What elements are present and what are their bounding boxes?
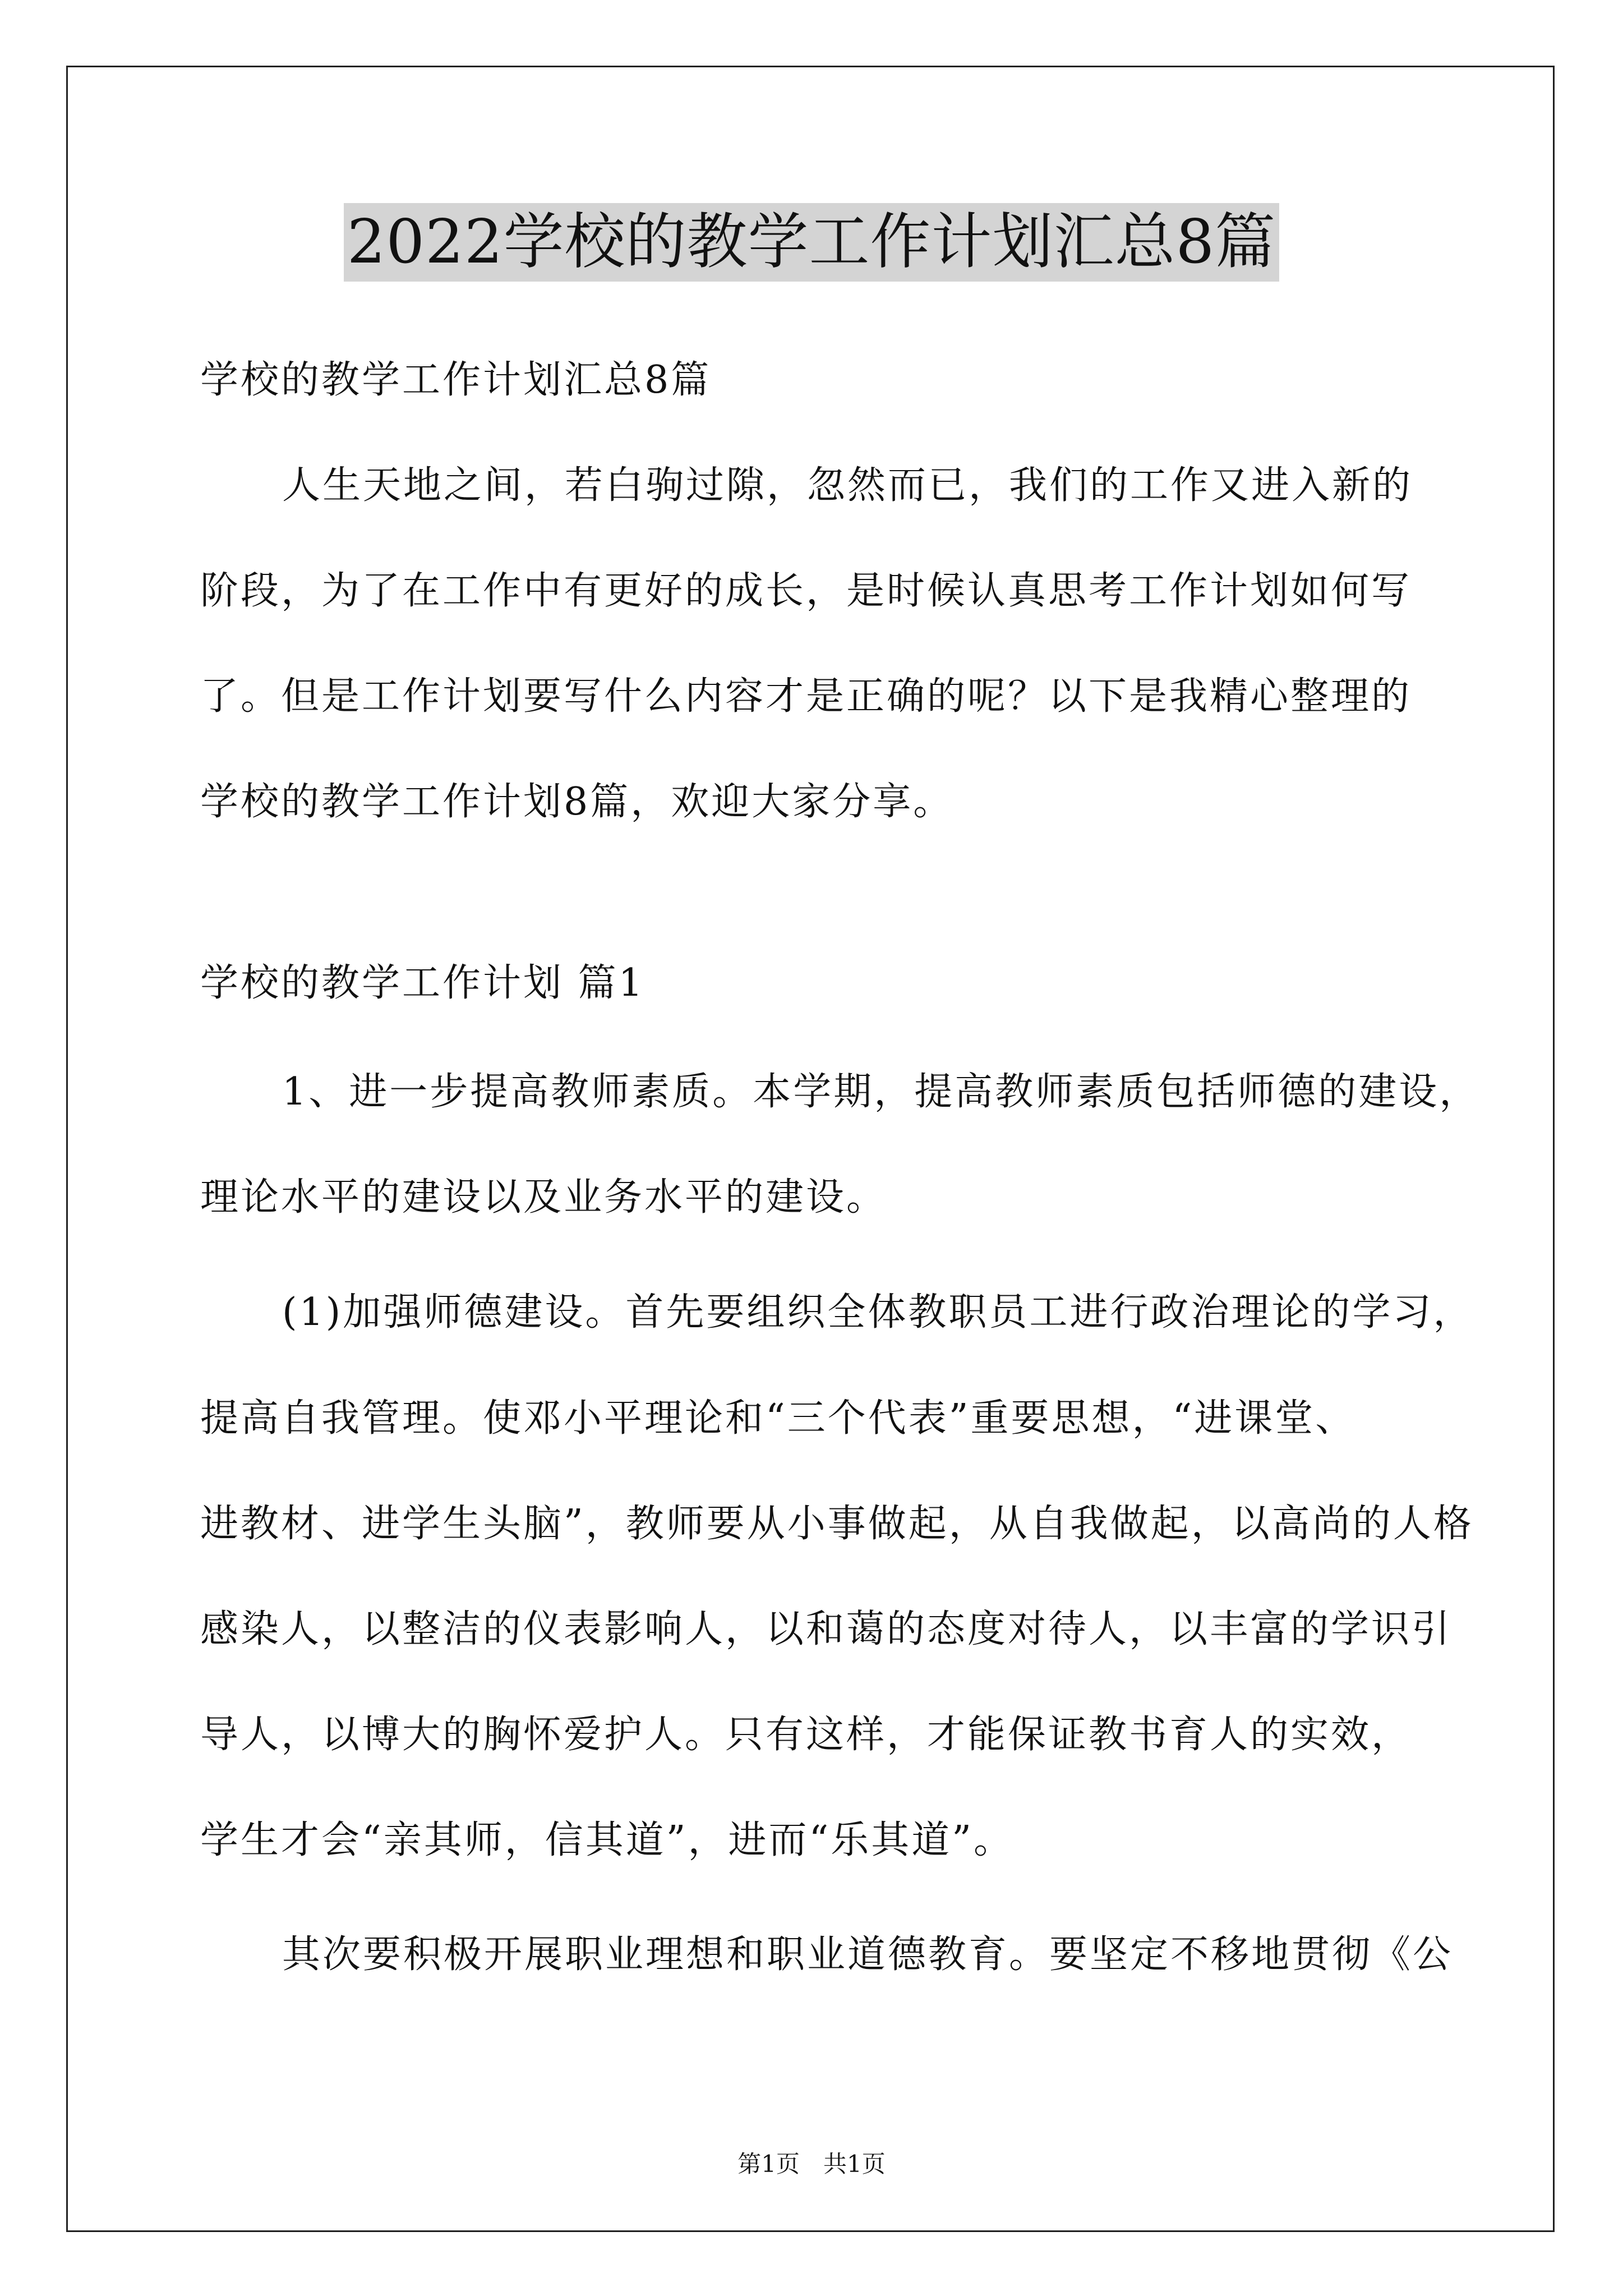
paragraph-line: 人生天地之间，若白驹过隙，忽然而已，我们的工作又进入新的 — [282, 463, 1413, 508]
paragraph-line: 感染人，以整洁的仪表影响人，以和蔼的态度对待人，以丰富的学识引 — [200, 1607, 1453, 1651]
section-heading: 学校的教学工作计划 篇1 — [200, 961, 645, 1005]
document-title: 2022学校的教学工作计划汇总8篇 — [344, 203, 1280, 282]
paragraph-line: 学校的教学工作计划8篇，欢迎大家分享。 — [200, 780, 954, 824]
paragraph-line: 进教材、进学生头脑”，教师要从小事做起，从自我做起，以高尚的人格 — [200, 1502, 1474, 1546]
paragraph-line: (1)加强师德建设。首先要组织全体教职员工进行政治理论的学习， — [282, 1290, 1474, 1335]
paragraph-line: 其次要积极开展职业理想和职业道德教育。要坚定不移地贯彻《公 — [282, 1932, 1454, 1977]
paragraph-line: 导人，以博大的胸怀爱护人。只有这样，才能保证教书育人的实效， — [200, 1713, 1412, 1757]
paragraph-line: 理论水平的建设以及业务水平的建设。 — [200, 1175, 887, 1220]
page-footer: 第1页 共1页 — [737, 2150, 886, 2178]
paragraph-line: 了。但是工作计划要写什么内容才是正确的呢？以下是我精心整理的 — [200, 674, 1412, 719]
paragraph-line: 阶段，为了在工作中有更好的成长，是时候认真思考工作计划如何写 — [200, 569, 1412, 613]
paragraph-line: 提高自我管理。使邓小平理论和“三个代表”重要思想，“进课堂、 — [200, 1396, 1356, 1441]
title-block — [0, 203, 1623, 282]
paragraph-line: 1、进一步提高教师素质。本学期，提高教师素质包括师德的建设， — [282, 1070, 1480, 1114]
subtitle-line: 学校的教学工作计划汇总8篇 — [200, 358, 712, 402]
paragraph-line: 学生才会“亲其师，信其道”，进而“乐其道”。 — [200, 1818, 1015, 1862]
